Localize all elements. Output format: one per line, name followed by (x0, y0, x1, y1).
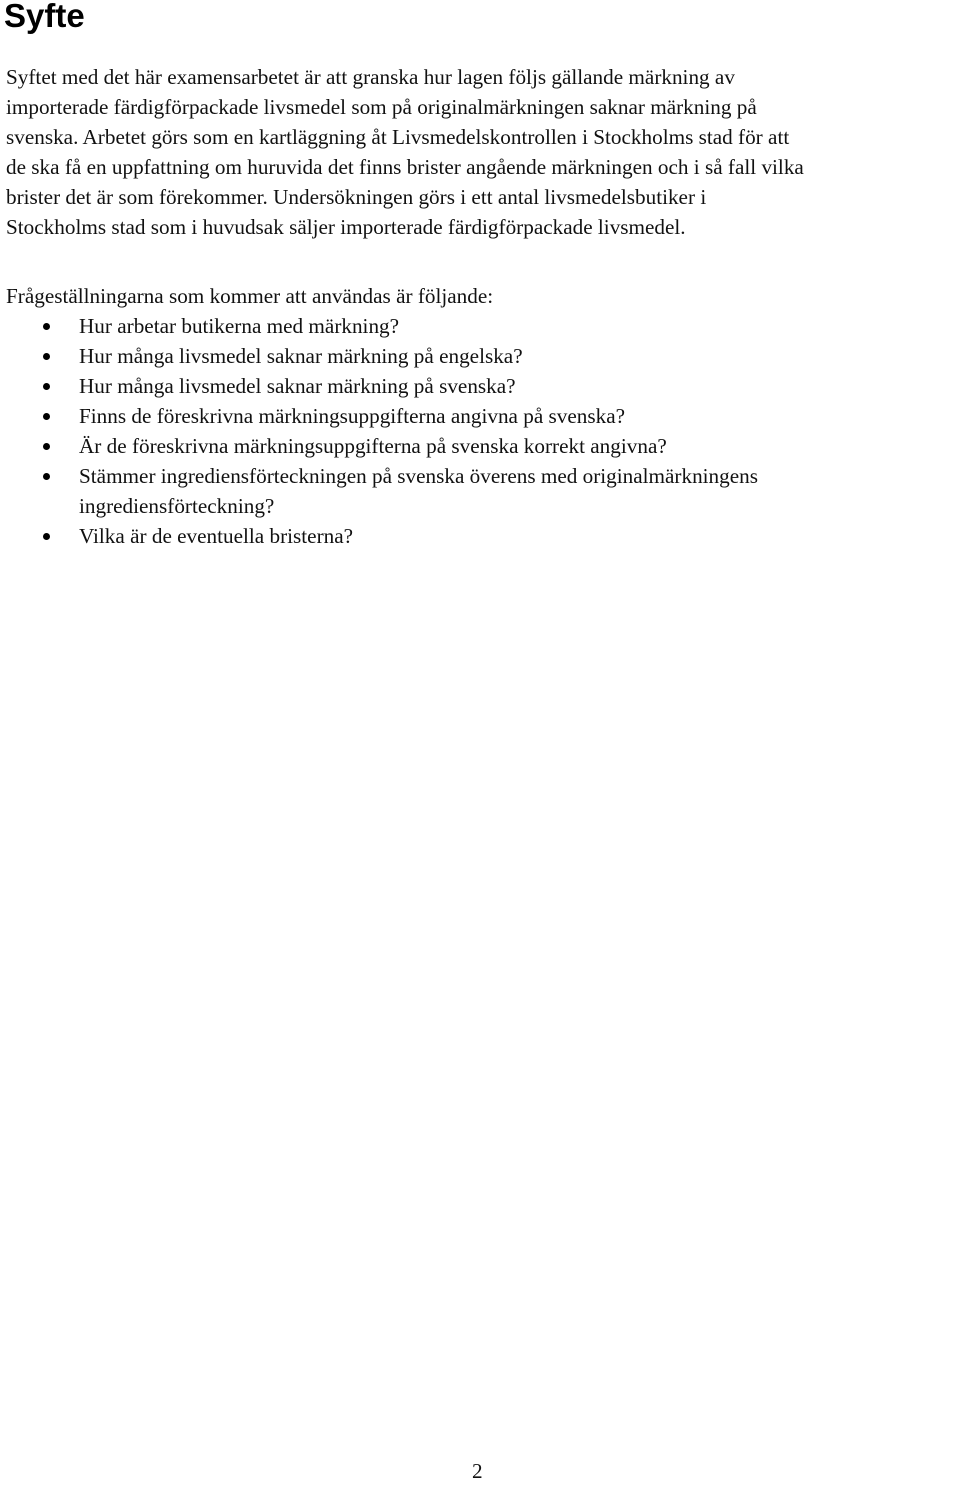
page-number: 2 (472, 1459, 483, 1483)
paragraph-line: de ska få en uppfattning om huruvida det finns brister angående märkningen och i så fall vilka (6, 155, 804, 179)
question-item (0, 371, 758, 401)
bullet-icon (43, 413, 50, 420)
question-text: Hur många livsmedel saknar märkning på engelska? (79, 344, 523, 368)
question-text: ingrediensförteckning? (79, 494, 275, 518)
bullet-icon (43, 383, 50, 390)
paragraph-line: Stockholms stad som i huvudsak säljer importerade färdigförpackade livsmedel. (6, 215, 686, 239)
paragraph-line: importerade färdigförpackade livsmedel som på originalmärkningen saknar märkning på (6, 95, 757, 119)
page-heading: Syfte (4, 0, 85, 34)
question-item (0, 431, 758, 461)
question-text: Hur arbetar butikerna med märkning? (79, 314, 400, 338)
purpose-paragraph (6, 62, 960, 242)
question-item (0, 521, 758, 551)
paragraph-line: brister det är som förekommer. Undersökningen görs i ett antal livsmedelsbutiker i (6, 185, 707, 209)
question-item (0, 401, 758, 431)
question-item (0, 311, 758, 341)
question-item (0, 341, 758, 371)
question-text: Hur många livsmedel saknar märkning på svenska? (79, 374, 516, 398)
question-item (0, 461, 758, 521)
bullet-icon (43, 353, 50, 360)
bullet-icon (43, 443, 50, 450)
bullet-icon (43, 473, 50, 480)
bullet-icon (43, 323, 50, 330)
bullet-icon (43, 533, 50, 540)
questions-intro: Frågeställningarna som kommer att användas är följande: (6, 284, 494, 308)
question-text: Finns de föreskrivna märkningsuppgifterna angivna på svenska? (79, 404, 626, 428)
questions-list (0, 311, 758, 551)
question-text: Är de föreskrivna märkningsuppgifterna på svenska korrekt angivna? (79, 434, 667, 458)
question-text: Vilka är de eventuella bristerna? (79, 524, 354, 548)
question-text: Stämmer ingrediensförteckningen på svenska överens med originalmärkningens (79, 464, 758, 488)
paragraph-line: Syftet med det här examensarbetet är att granska hur lagen följs gällande märkning av (6, 65, 735, 89)
paragraph-line: svenska. Arbetet görs som en kartläggning åt Livsmedelskontrollen i Stockholms stad för att (6, 125, 790, 149)
